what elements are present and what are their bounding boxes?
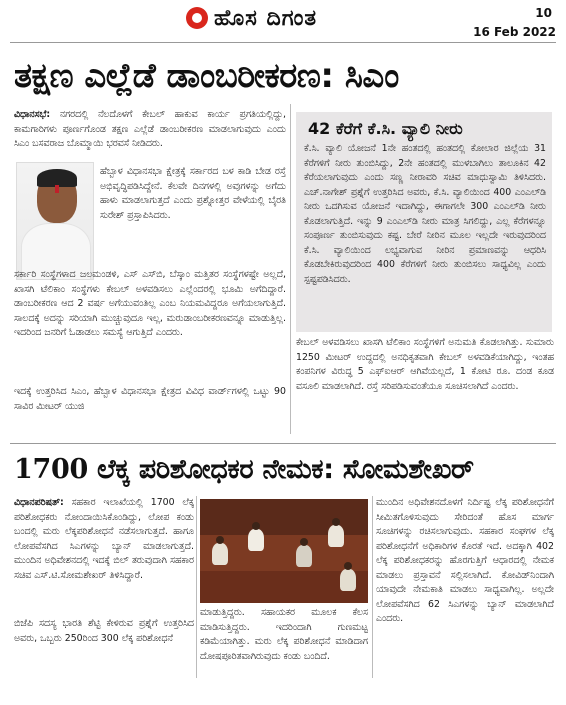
masthead [0, 0, 566, 40]
story1-para4: ಇದಕ್ಕೆ ಉತ್ತರಿಸಿದ ಸಿಎಂ, ಹೆಬ್ಬಾಳ ವಿಧಾನಸಭಾ ಕ್ಷೇತ್ರದ ವಿವಿಧ ವಾರ್ಡ್‌ಗಳಲ್ಲಿ ಒಟ್ಟು 90 ಸಾವಿರ ಮೀಟರ್ ಯುಜಿ [14, 386, 286, 412]
story1-para2: ಹೆಬ್ಬಾಳ ವಿಧಾನಸಭಾ ಕ್ಷೇತ್ರಕ್ಕೆ ಸರ್ಕಾರದ ಬಳ ಕಾಡಿ ಬೇಡ ರಸ್ತೆ ಅಭಿವೃದ್ಧಿಪಡಿಸಿದ್ದೇನೆ. ಕೆಲವೇ ದಿನಗಳಲ್ಲಿ ಅವುಗಳನ್ನು ಅಗೆದು ಹಾಳು ಮಾಡಲಾಗುತ್ತದೆ ಎಂದು ಪ್ರಶ್ನೋತ್ತರ ವೇಳೆಯಲ್ಲಿ ಬೈರತಿ ಸುರೇಶ್ ಪ್ರಸ್ತಾಪಿಸಿದರು. [100, 166, 286, 221]
story2-col1-text: ಸಹಕಾರ ಇಲಾಖೆಯಲ್ಲಿ 1700 ಲೆಕ್ಕ ಪರಿಶೋಧಕರು ನೋಂದಾಯಿಸಿಕೊಂಡಿದ್ದು, ಲೋಪ ಕಂಡು ಬಂದಲ್ಲಿ ಮರು ಲೆಕ್ಕಪರಿಶೋಧನೆ ನಡೆಸಲಾಗುತ್ತದೆ. ಹಾಗೂ ಲೋಪವೆಸಗಿದ ಸಿಎಗಳನ್ನು ಬ್ಯಾನ್ ಮಾಡಲಾಗುತ್ತದೆ. ಮುಂದಿನ ಅಧಿವೇಶನದಲ್ಲಿ ಇದಕ್ಕೆ ಬಿಲ್ ತರುವುದಾಗಿ ಸಹಕಾರ ಸಚಿವ ಎಸ್.ಟಿ.ಸೋಮಶೇಖರ್ ತಿಳಿಸಿದ್ದಾರೆ. [14, 497, 194, 581]
story2-column3: ಮುಂದಿನ ಅಧಿವೇಶನದೊಳಗೆ ನಿರ್ದಿಷ್ಟ ಲೆಕ್ಕ ಪರಿಶೋಧನೆಗೆ ಸೀಮಿತಗೊಳಿಸುವುದು ಸೇರಿದಂತೆ ಹೊಸ ಮಾರ್ಗ ಸೂಚಿಗಳನ್ನು ರಚಿಸಲಾಗುವುದು. ಸಹಕಾರ ಸಂಘಗಳ ಲೆಕ್ಕ ಪರಿಶೋಧನೆಗೆ ಅಧಿಕಾರಿಗಳ ಕೊರತೆ ಇದೆ. ಅದಕ್ಕಾಗಿ 402 ಲೆಕ್ಕ ಪರಿಶೋಧಕರನ್ನು ಹೊರಗುತ್ತಿಗೆ ಆಧಾರದಲ್ಲಿ ನೇಮಕ ಮಾಡಲು ಪ್ರಸ್ತಾವನೆ ಸಲ್ಲಿಸಲಾಗಿದೆ. ಕೋವಿಡ್‌ನಿಂದಾಗಿ ಯಾವುದೇ ನೇಮಕಾತಿ ಮಾಡಲು ಸಾಧ್ಯವಾಗಿಲ್ಲ. ಅಲ್ಲದೇ ಲೋಪವೆಸಗಿದ 62 ಸಿಎಗಳನ್ನು ಬ್ಯಾನ್ ಮಾಡಲಾಗಿದೆ ಎಂದರು. [376, 497, 554, 624]
story2-column1 [14, 496, 194, 616]
story2-column2: ಮಾಡುತ್ತಿದ್ದರು. ಸಹಾಯಕರ ಮೂಲಕ ಕೆಲಸ ಮಾಡಿಸುತ್ತಿದ್ದರು. ಇದರಿಂದಾಗಿ ಗುಣಮಟ್ಟ ಕಡಿಮೆಯಾಗಿತ್ತು. ಮರು ಲೆಕ್ಕ ಪರಿಶೋಧನೆ ಮಾಡಿದಾಗ ದೋಷಪೂರಿತವಾಗಿರುವುದು ಕಂಡು ಬಂದಿದೆ. [200, 607, 368, 662]
council-session-photo [200, 499, 368, 603]
story1-dateline: ವಿಧಾನಸಭೆ: [14, 109, 51, 120]
story2-headline-text: ಲೆಕ್ಕ ಪರಿಶೋಧಕರ ನೇಮಕ: ಸೋಮಶೇಖರ್ [87, 454, 474, 485]
story1-headline: ತಕ್ಷಣ ಎಲ್ಲೆಡೆ ಡಾಂಬರೀಕರಣ: ಸಿಎಂ [14, 56, 399, 96]
cm-portrait-photo [16, 162, 94, 280]
story1-para1: ನಗರದಲ್ಲಿ ನೆಲದೊಳಗೆ ಕೇಬಲ್ ಹಾಕುವ ಕಾರ್ಯ ಪ್ರಗತಿಯಲ್ಲಿದ್ದು, ಕಾಮಗಾರಿಗಳು ಪೂರ್ಣಗೊಂಡ ತಕ್ಷಣ ಎಲ್ಲೆಡೆ ಡಾಂಬರೀಕರಣ ಮಾಡಲಾಗುವುದು ಎಂದು ಸಿಎಂ ಬಸವರಾಜ ಬೊಮ್ಮಾಯಿ ಭರವಸೆ ನೀಡಿದರು. [14, 109, 286, 149]
sidebar-title: 42 ಕೆರೆಗೆ ಕೆ.ಸಿ. ವ್ಯಾಲಿ ನೀರು [308, 119, 463, 138]
story1-para5: ಕೇಬಲ್ ಅಳವಡಿಸಲು ಖಾಸಗಿ ಟೆಲಿಕಾಂ ಸಂಸ್ಥೆಗಳಿಗೆ ಅನುಮತಿ ಕೊಡಲಾಗಿತ್ತು. ಸುಮಾರು 1250 ಮೀಟರ್ ಉದ್ದದಲ್ಲಿ ಅನಧಿಕೃತವಾಗಿ ಕೇಬಲ್ ಅಳವಡಿಕೆಯಾಗಿದ್ದು, ಇಂತಹ ಕಂಪನಿಗಳ ವಿರುದ್ಧ 5 ಎಫ್‌ಐಆರ್ ಆಗಿವೆಯಲ್ಲದೆ, 1 ಕೋಟಿ ರೂ. ದಂಡ ಕೂಡ ವಸೂಲಿ ಮಾಡಲಾಗಿದೆ. ರಸ್ತೆ ಸರಿಪಡಿಸುವಂತೆಯೂ ಸೂಚಿಸಲಾಗಿದೆ ಎಂದರು. [296, 337, 554, 392]
logo-text: ಹೊಸ ದಿಗಂತ [214, 5, 318, 31]
edition-date: 16 Feb 2022 [473, 25, 556, 39]
page-number: 10 [535, 6, 552, 20]
story2-column-rule-1 [196, 496, 197, 678]
story2-column1b: ಬಿಜೆಪಿ ಸದಸ್ಯ ಭಾರತಿ ಶೆಟ್ಟಿ ಕೇಳಿರುವ ಪ್ರಶ್ನೆಗೆ ಉತ್ತರಿಸಿದ ಅವರು, ಒಬ್ಬರು 250ರಿಂದ 300 ಲೆಕ್ಕ ಪರಿಶೋಧನೆ [14, 618, 194, 644]
story2-column-rule-2 [372, 496, 373, 678]
masthead-divider [10, 42, 556, 43]
story2-dateline: ವಿಧಾನಪರಿಷತ್: [14, 497, 64, 508]
newspaper-logo [186, 2, 317, 34]
story2-headline [14, 452, 554, 488]
story-divider [10, 443, 556, 444]
story1-para3: ಸರ್ಕಾರಿ ಸಂಸ್ಥೆಗಳಾದ ಜಲಮಂಡಳಿ, ಎಸ್ ಎಸ್‌ಬಿ, ಬೆಸ್ಕಾಂ ಮತ್ತಿತರ ಸಂಸ್ಥೆಗಳಷ್ಟೇ ಅಲ್ಲದೆ, ಖಾಸಗಿ ಟೆಲಿಕಾಂ ಸಂಸ್ಥೆಗಳು ಕೇಬಲ್ ಅಳವಡಿಸಲು ಎಲ್ಲೆಂದರಲ್ಲಿ ಭೂಮಿ ಅಗೆದಿದ್ದಾರೆ. ಡಾಂಬರೀಕರಣ ಆದ 2 ವರ್ಷ ಅಗೆಯುವಂತಿಲ್ಲ ಎಂಬ ನಿಯಮವಿದ್ದರೂ ಅಗೆಯಲಾಗುತ್ತಿದೆ. ಸಾಲದಕ್ಕೆ ಅದನ್ನು ಸರಿಯಾಗಿ ಮುಚ್ಚುವುದೂ ಇಲ್ಲ, ಮರುಡಾಂಬರೀಕರಣವನ್ನೂ ಮಾಡುತ್ತಿಲ್ಲ. ಇದರಿಂದ ಜನರಿಗೆ ಓಡಾಡಲು ಸಮಸ್ಯೆ ಆಗುತ್ತಿದೆ ಎಂದರು. [14, 269, 286, 338]
story1-column-rule [290, 104, 291, 434]
sidebar-text: ಕೆ.ಸಿ. ವ್ಯಾಲಿ ಯೋಜನೆ 1ನೇ ಹಂತದಲ್ಲಿ ಹಂತದಲ್ಲಿ ಕೋಲಾರ ಜಿಲ್ಲೆಯ 31 ಕೆರೆಗಳಿಗೆ ನೀರು ತುಂಬಿಸಿದ್ದು, 2ನೇ ಹಂತದಲ್ಲಿ ಮುಳಬಾಗಿಲು ತಾಲೂಕಿನ 42 ಕೆರೆಯಲಾಗುವುದು ಎಂದು ಸಣ್ಣ ನೀರಾವರಿ ಸಚಿವ ಮಾಧುಸ್ವಾಮಿ ತಿಳಿಸಿದರು. ಎಚ್.ನಾಗೇಶ್ ಪ್ರಶ್ನೆಗೆ ಉತ್ತರಿಸಿದ ಅವರು, ಕೆ.ಸಿ. ವ್ಯಾಲಿಯಿಂದ 400 ಎಂಎಲ್‌ಡಿ ನೀರು ಒದಗಿಸುವ ಯೋಜನೆ ಇದಾಗಿದ್ದು, ಈಗಾಗಲೇ 300 ಎಂಎಲ್‌ಡಿ ನೀರು ಕೊಡಲಾಗುತ್ತಿದೆ. ಇನ್ನು 9 ಎಂಎಲ್‌ಡಿ ನೀರು ಮಾತ್ರ ಸಿಗಲಿದ್ದು, ಎಲ್ಲ ಕೆರೆಗಳನ್ನೂ ಸಂಪೂರ್ಣ ತುಂಬಿಸುವುದು ಕಷ್ಟ. ಬೇರೆ ನೀರಿನ ಮೂಲ ಇಲ್ಲದೇ ಇರುವುದರಿಂದ ಕೆ.ಸಿ. ವ್ಯಾಲಿಯಿಂದ ಲಭ್ಯವಾಗುವ ನೀರಿನ ಪ್ರಮಾಣವನ್ನು ಆಧರಿಸಿ ಕೊಡಬೇಕಿರುವುದರಿಂದ 400 ಕೆರೆಗಳಿಗೆ ನೀರು ತುಂಬಿಸಲು ಸಾಧ್ಯವಿಲ್ಲ ಎಂದು ಸ್ಪಷ್ಟಪಡಿಸಿದರು. [304, 143, 546, 285]
story2-headline-number: 1700 [14, 454, 88, 485]
sun-logo-icon [186, 7, 208, 29]
story1-intro [14, 108, 286, 160]
sidebar-box [296, 112, 552, 332]
